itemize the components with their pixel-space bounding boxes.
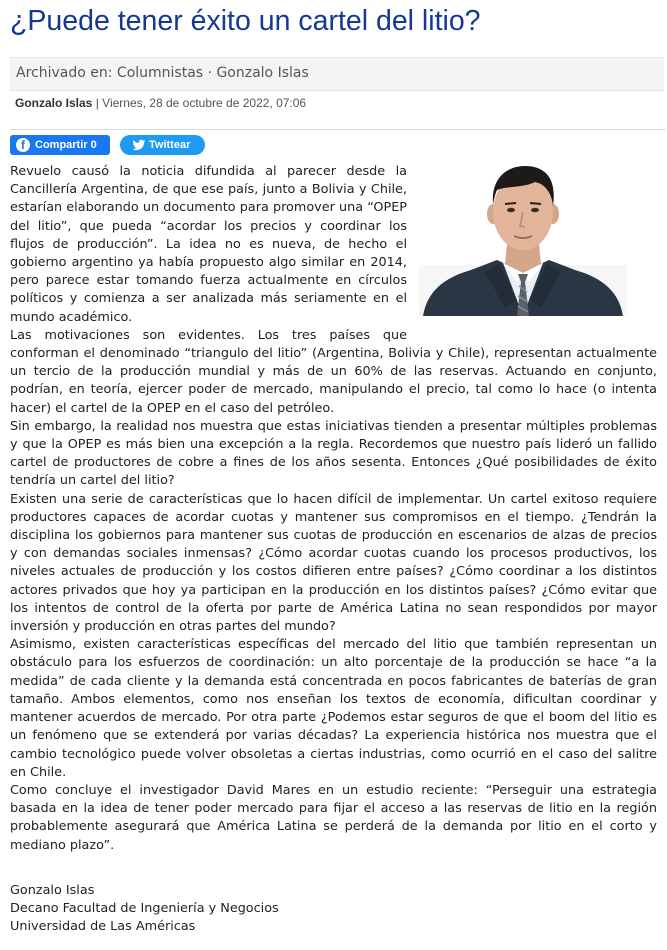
signature-name: Gonzalo Islas	[10, 883, 95, 898]
paragraph-2: Las motivaciones son evidentes. Los tres países que conforman el denominado “triangulo del litio” (Argentina, Bolivia y Chile), representan actualmente un tercio de la producción mundial y más de un 60% de las reservas. Actuando en conjunto, podrían, en teoría, ejercer poder de mercado, manipulando el precio, tal como lo hace (o intenta hacer) el cartel de la OPEP en el caso del petróleo.	[10, 327, 657, 416]
archive-line	[16, 65, 309, 81]
paragraph-4: Existen una serie de características que lo hacen difícil de implementar. Un cartel exitoso requiere productores capaces de acordar cuotas y mantener sus compromisos en el tiempo. ¿Tendrán la disciplina los gobiernos para mantener sus cuotas de producción en escenarios de alzas de precios y con demandas sociales inmensas? ¿Cómo acordar cuotas cuando los procesos productivos, los niveles actuales de producción y los costos difieren entre países? ¿Cómo coordinar a los distintos actores privados que hoy ya participan en la producción en los distintos países? ¿Cómo evitar que los intentos de control de la oferta por parte de América Latina no sean respondidos por mayor inversión y producción en otras partes del mundo?	[10, 491, 657, 635]
article-title: ¿Puede tener éxito un cartel del litio?	[10, 5, 481, 37]
article-body	[10, 163, 657, 855]
photo-spacer	[407, 163, 657, 337]
paragraph-5: Asimismo, existen características específicas del mercado del litio que también representan un obstáculo para los esfuerzos de coordinación: un alto porcentaje de la producción se hace “a la medida” de cada cliente y la demanda está concentrada en pocos fabricantes de baterías de gran tamaño. Ambos elementos, como nos enseñan los textos de economía, dificultan coordinar y mantener acuerdos de mercado. Por otra parte ¿Podemos estar seguros de que el boom del litio es un fenómeno que se extenderá por varias décadas? La experiencia histórica nos muestra que el cambio tecnológico puede volver obsoletas a ciertas industrias, como ocurrió en el caso del salitre en Chile.	[10, 637, 657, 780]
archive-bar	[10, 57, 664, 91]
divider	[10, 129, 666, 130]
paragraph-6: Como concluye el investigador David Mares en un estudio reciente: “Perseguir una estrategia basada en la idea de tener poder mercado para fijar el acceso a las reservas de litio en la región probablemente asegurará que América Latina se perderá de la demanda por litio en el corto y mediano plazo”.	[10, 782, 657, 853]
byline-author: Gonzalo Islas	[15, 96, 93, 110]
twitter-bird-icon	[132, 138, 146, 152]
signature-role: Decano Facultad de Ingeniería y Negocios	[10, 901, 279, 917]
byline	[15, 96, 306, 110]
facebook-share-button[interactable]	[10, 135, 110, 155]
paragraph-3: Sin embargo, la realidad nos muestra que estas iniciativas tienden a presentar múltiples problemas y que la OPEP es más bien una excepción a la regla. Recordemos que nuestro país lideró un fallido cartel de productores de cobre a fines de los años sesenta. Entonces ¿Qué posibilidades de éxito tendría un cartel del litio?	[10, 418, 657, 489]
facebook-icon: f	[16, 138, 30, 152]
signature-block	[10, 882, 279, 937]
twitter-share-label: Twittear	[149, 139, 191, 151]
archive-prefix: Archivado en:	[16, 65, 113, 81]
archive-category-link[interactable]: Columnistas	[116, 65, 204, 81]
facebook-share-label	[35, 135, 97, 155]
byline-separator: |	[95, 96, 99, 110]
signature-institution: Universidad de Las Américas	[10, 919, 196, 935]
facebook-share-count: 0	[90, 139, 97, 151]
twitter-share-button[interactable]	[120, 135, 205, 155]
facebook-label-text: Compartir	[35, 139, 88, 151]
paragraph-1: Revuelo causó la noticia difundida al parecer desde la Cancillería Argentina, de que ese país, junto a Bolivia y Chile, estarían elaborando un documento para promover una “OPEP del litio”, que pueda “acordar los precios y coordinar los flujos de producción”. La idea no es nueva, de hecho el gobierno argentino ya había propuesto algo similar en 2014, pero parece estar tomando fuerza actualmente en círculos políticos y comienza a ser analizada más seriamente en el mundo académico.	[10, 164, 407, 325]
archive-author-link[interactable]: Gonzalo Islas	[216, 65, 309, 81]
byline-date: Viernes, 28 de octubre de 2022, 07:06	[102, 96, 307, 110]
archive-separator: ·	[207, 65, 212, 81]
